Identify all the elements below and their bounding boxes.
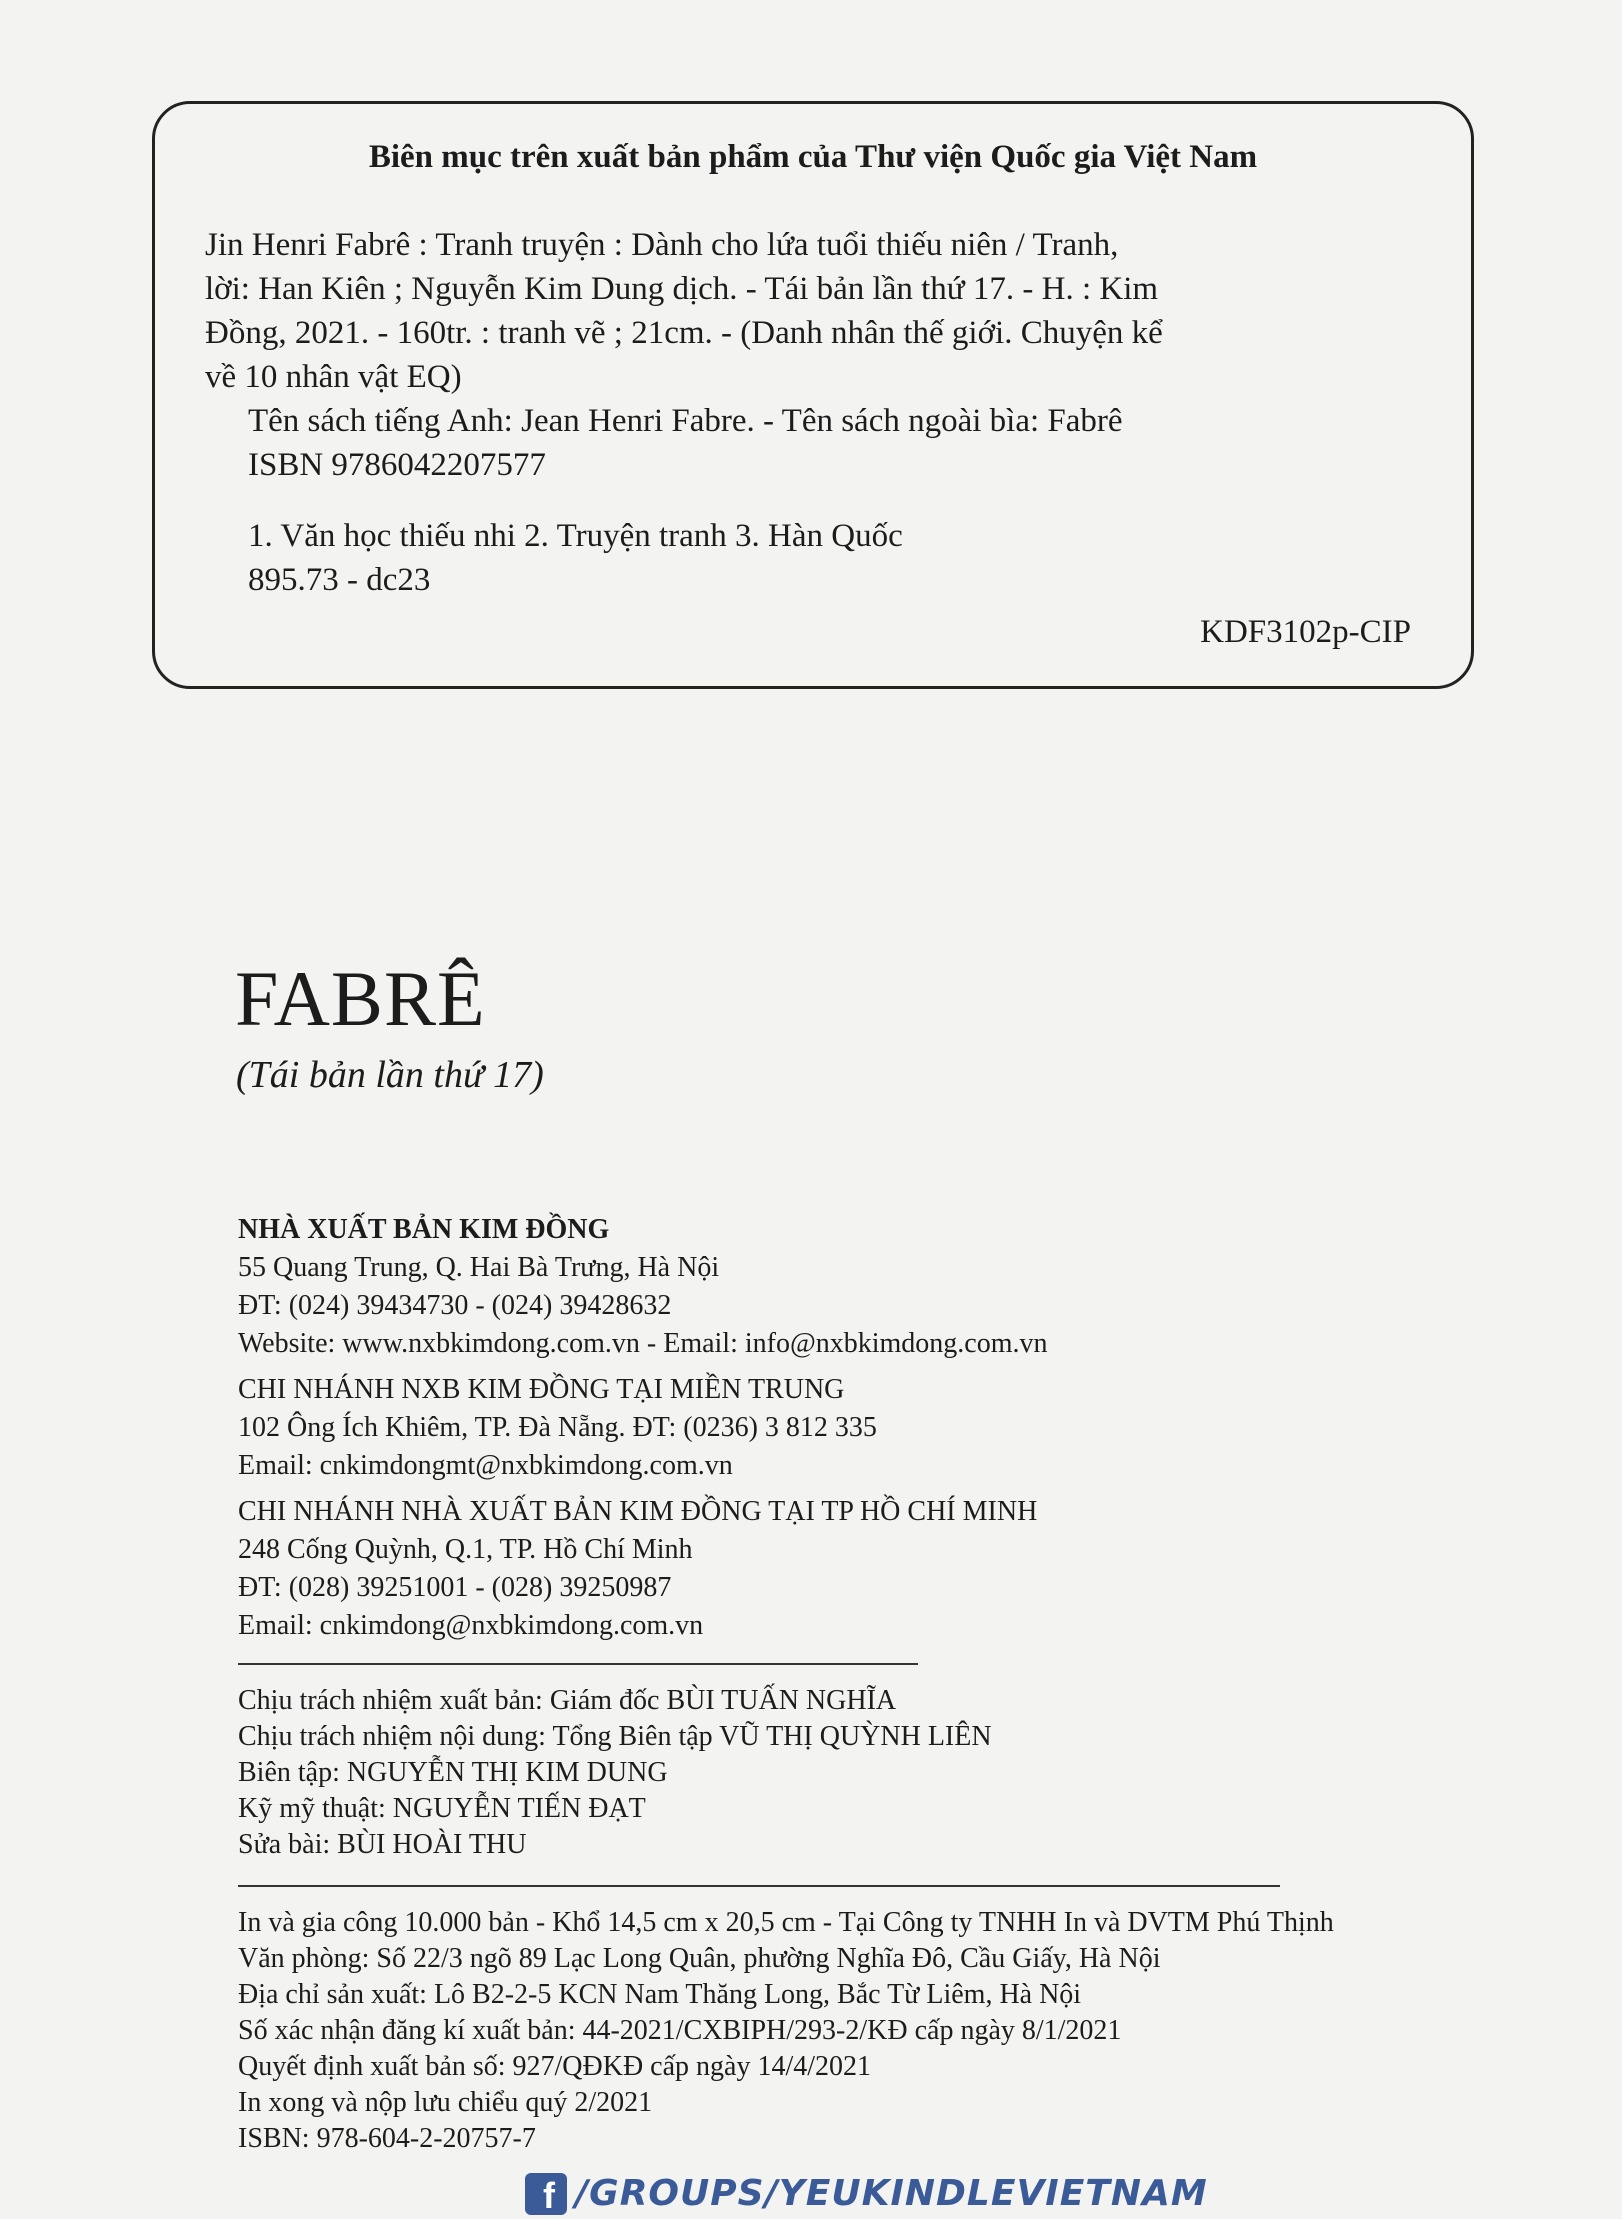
staff-line: Biên tập: NGUYỄN THỊ KIM DUNG	[238, 1757, 668, 1788]
divider	[238, 1885, 1280, 1887]
branch1-address: 102 Ông Ích Khiêm, TP. Đà Nẵng. ĐT: (0236) 3 812 335	[238, 1412, 877, 1443]
printing-line: Văn phòng: Số 22/3 ngõ 89 Lạc Long Quân, phường Nghĩa Đô, Cầu Giấy, Hà Nội	[238, 1943, 1161, 1974]
printing-line: Địa chỉ sản xuất: Lô B2-2-5 KCN Nam Thăng Long, Bắc Từ Liêm, Hà Nội	[238, 1979, 1082, 2010]
facebook-icon: f	[525, 2173, 567, 2215]
cip-line: lời: Han Kiên ; Nguyễn Kim Dung dịch. - Tái bản lần thứ 17. - H. : Kim	[205, 271, 1159, 307]
printing-line: ISBN: 978-604-2-20757-7	[238, 2123, 536, 2154]
watermark	[525, 2172, 1208, 2216]
printing-line: In xong và nộp lưu chiểu quý 2/2021	[238, 2087, 653, 2118]
staff-line: Chịu trách nhiệm nội dung: Tổng Biên tập VŨ THỊ QUỲNH LIÊN	[238, 1721, 992, 1752]
cip-code: KDF3102p-CIP	[1200, 614, 1411, 650]
printing-line: Quyết định xuất bản số: 927/QĐKĐ cấp ngày 14/4/2021	[238, 2051, 872, 2082]
divider	[238, 1663, 918, 1665]
branch2-phone: ĐT: (028) 39251001 - (028) 39250987	[238, 1572, 672, 1603]
publisher-name: NHÀ XUẤT BẢN KIM ĐỒNG	[238, 1214, 610, 1245]
branch2-address: 248 Cống Quỳnh, Q.1, TP. Hồ Chí Minh	[238, 1534, 693, 1565]
cip-subjects: 1. Văn học thiếu nhi 2. Truyện tranh 3. Hàn Quốc	[248, 518, 903, 554]
staff-line: Sửa bài: BÙI HOÀI THU	[238, 1829, 527, 1860]
book-edition: (Tái bản lần thứ 17)	[236, 1054, 544, 1096]
publisher-phone: ĐT: (024) 39434730 - (024) 39428632	[238, 1290, 672, 1321]
publisher-web: Website: www.nxbkimdong.com.vn - Email: info@nxbkimdong.com.vn	[238, 1328, 1048, 1359]
staff-credits	[238, 1683, 992, 1863]
cip-classification: 895.73 - dc23	[248, 562, 431, 598]
book-title: FABRÊ	[235, 955, 486, 1042]
cip-line: Đồng, 2021. - 160tr. : tranh vẽ ; 21cm. - (Danh nhân thế giới. Chuyện kể	[205, 315, 1163, 351]
publisher-info	[238, 1211, 1338, 1645]
branch2-email: Email: cnkimdong@nxbkimdong.com.vn	[238, 1610, 704, 1641]
printing-line: Số xác nhận đăng kí xuất bản: 44-2021/CXBIPH/293-2/KĐ cấp ngày 8/1/2021	[238, 2015, 1122, 2046]
cip-english-title: Tên sách tiếng Anh: Jean Henri Fabre. - Tên sách ngoài bìa: Fabrê	[248, 403, 1123, 439]
branch2-name: CHI NHÁNH NHÀ XUẤT BẢN KIM ĐỒNG TẠI TP HỒ CHÍ MINH	[238, 1496, 1038, 1527]
branch1-name: CHI NHÁNH NXB KIM ĐỒNG TẠI MIỀN TRUNG	[238, 1374, 845, 1405]
branch1-email: Email: cnkimdongmt@nxbkimdong.com.vn	[238, 1450, 733, 1481]
cip-title: Biên mục trên xuất bản phẩm của Thư viện Quốc gia Việt Nam	[368, 139, 1258, 175]
cip-isbn: ISBN 9786042207577	[248, 447, 546, 483]
publisher-address: 55 Quang Trung, Q. Hai Bà Trưng, Hà Nội	[238, 1252, 720, 1283]
staff-line: Chịu trách nhiệm xuất bản: Giám đốc BÙI TUẤN NGHĨA	[238, 1685, 897, 1716]
watermark-text: /GROUPS/YEUKINDLEVIETNAM	[575, 2173, 1208, 2214]
printing-line: In và gia công 10.000 bản - Khổ 14,5 cm x 20,5 cm - Tại Công ty TNHH In và DVTM Phú Thịnh	[238, 1907, 1334, 1938]
cip-record-box	[152, 101, 1474, 689]
cip-line: về 10 nhân vật EQ)	[205, 359, 462, 395]
staff-line: Kỹ mỹ thuật: NGUYỄN TIẾN ĐẠT	[238, 1793, 646, 1824]
cip-line: Jin Henri Fabrê : Tranh truyện : Dành cho lứa tuổi thiếu niên / Tranh,	[205, 227, 1119, 263]
printing-info	[238, 1905, 1334, 2157]
cip-body	[205, 223, 1445, 602]
